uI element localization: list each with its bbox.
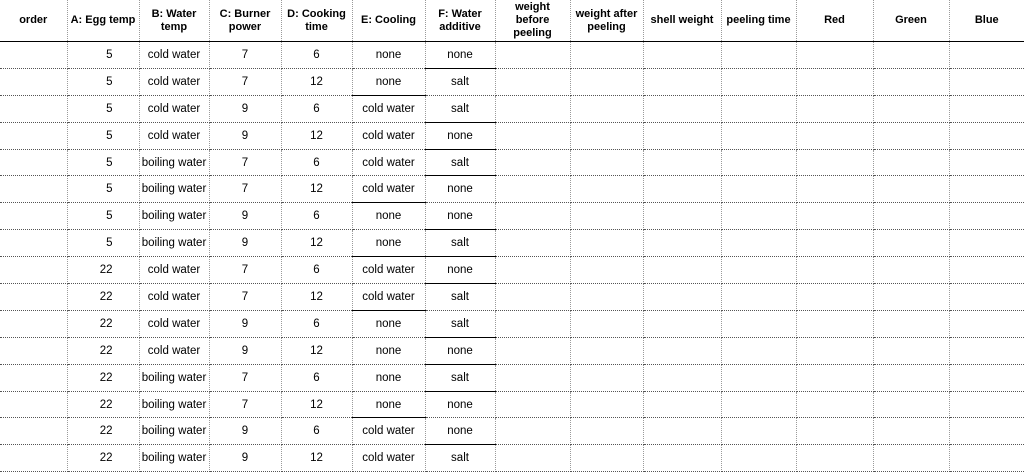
empty-measure-cell[interactable] [873,176,949,203]
order-cell[interactable] [0,42,67,69]
empty-measure-cell[interactable] [721,337,796,364]
empty-measure-cell[interactable] [796,337,873,364]
water-additive-cell[interactable]: salt [425,310,495,337]
empty-measure-cell[interactable] [949,310,1024,337]
cooling-cell[interactable]: cold water [352,176,425,203]
empty-measure-cell[interactable] [949,122,1024,149]
order-cell[interactable] [0,149,67,176]
water-additive-cell[interactable]: salt [425,364,495,391]
burner-power-cell[interactable]: 9 [209,310,281,337]
empty-measure-cell[interactable] [796,391,873,418]
order-cell[interactable] [0,445,67,472]
cooling-cell[interactable]: cold water [352,122,425,149]
empty-measure-cell[interactable] [721,391,796,418]
cooking-time-cell[interactable]: 6 [281,95,352,122]
empty-measure-cell[interactable] [570,364,643,391]
empty-measure-cell[interactable] [495,310,570,337]
empty-measure-cell[interactable] [643,257,721,284]
burner-power-cell[interactable]: 9 [209,230,281,257]
empty-measure-cell[interactable] [796,284,873,311]
burner-power-cell[interactable]: 7 [209,149,281,176]
cooking-time-cell[interactable]: 12 [281,176,352,203]
empty-measure-cell[interactable] [721,310,796,337]
egg-temp-cell[interactable]: 5 [67,122,139,149]
empty-measure-cell[interactable] [949,445,1024,472]
empty-measure-cell[interactable] [643,149,721,176]
cooking-time-cell[interactable]: 12 [281,68,352,95]
order-cell[interactable] [0,230,67,257]
empty-measure-cell[interactable] [873,257,949,284]
table-row [0,391,1024,418]
empty-measure-cell[interactable] [495,203,570,230]
burner-power-cell[interactable]: 9 [209,122,281,149]
burner-power-cell[interactable]: 9 [209,418,281,445]
empty-measure-cell[interactable] [796,445,873,472]
empty-measure-cell[interactable] [949,95,1024,122]
empty-measure-cell[interactable] [721,68,796,95]
header-cooling[interactable]: E: Cooling [352,0,425,42]
cooking-time-cell[interactable]: 12 [281,230,352,257]
header-weight-before-peeling[interactable]: weight before peeling [495,0,570,42]
water-temp-cell[interactable]: cold water [139,95,209,122]
table-row [0,364,1024,391]
empty-measure-cell[interactable] [570,122,643,149]
cooling-cell[interactable]: none [352,42,425,69]
table-row [0,310,1024,337]
water-temp-cell[interactable]: boiling water [139,445,209,472]
egg-temp-cell[interactable]: 22 [67,257,139,284]
empty-measure-cell[interactable] [949,176,1024,203]
header-burner-power[interactable]: C: Burner power [209,0,281,42]
cooking-time-cell[interactable]: 12 [281,445,352,472]
water-additive-cell[interactable]: salt [425,445,495,472]
empty-measure-cell[interactable] [796,176,873,203]
burner-power-cell[interactable]: 9 [209,445,281,472]
empty-measure-cell[interactable] [721,176,796,203]
water-temp-cell[interactable]: cold water [139,122,209,149]
empty-measure-cell[interactable] [873,364,949,391]
water-additive-cell[interactable]: none [425,337,495,364]
empty-measure-cell[interactable] [643,203,721,230]
water-additive-cell[interactable]: salt [425,149,495,176]
cooling-cell[interactable]: cold water [352,445,425,472]
empty-measure-cell[interactable] [495,257,570,284]
egg-temp-cell[interactable]: 5 [67,203,139,230]
empty-measure-cell[interactable] [643,391,721,418]
order-cell[interactable] [0,418,67,445]
water-temp-cell[interactable]: boiling water [139,149,209,176]
empty-measure-cell[interactable] [643,230,721,257]
cooking-time-cell[interactable]: 12 [281,284,352,311]
empty-measure-cell[interactable] [643,42,721,69]
empty-measure-cell[interactable] [873,418,949,445]
header-water-temp[interactable]: B: Water temp [139,0,209,42]
empty-measure-cell[interactable] [570,176,643,203]
egg-temp-cell[interactable]: 22 [67,391,139,418]
table-row [0,203,1024,230]
water-additive-cell[interactable]: none [425,122,495,149]
empty-measure-cell[interactable] [570,149,643,176]
table-row [0,418,1024,445]
order-cell[interactable] [0,364,67,391]
empty-measure-cell[interactable] [721,122,796,149]
empty-measure-cell[interactable] [873,310,949,337]
egg-temp-cell[interactable]: 22 [67,445,139,472]
empty-measure-cell[interactable] [495,445,570,472]
empty-measure-cell[interactable] [873,95,949,122]
empty-measure-cell[interactable] [643,364,721,391]
water-additive-cell[interactable]: salt [425,95,495,122]
egg-temp-cell[interactable]: 5 [67,68,139,95]
header-row [0,0,1024,42]
cooking-time-cell[interactable]: 6 [281,310,352,337]
cooling-cell[interactable]: none [352,230,425,257]
empty-measure-cell[interactable] [721,284,796,311]
empty-measure-cell[interactable] [495,149,570,176]
empty-measure-cell[interactable] [873,230,949,257]
order-cell[interactable] [0,337,67,364]
table-row [0,445,1024,472]
cooling-cell[interactable]: cold water [352,418,425,445]
cooling-cell[interactable]: cold water [352,284,425,311]
burner-power-cell[interactable]: 7 [209,176,281,203]
empty-measure-cell[interactable] [643,284,721,311]
order-cell[interactable] [0,391,67,418]
burner-power-cell[interactable]: 7 [209,364,281,391]
cooling-cell[interactable]: none [352,310,425,337]
water-temp-cell[interactable]: cold water [139,257,209,284]
cooling-cell[interactable]: none [352,364,425,391]
empty-measure-cell[interactable] [721,230,796,257]
water-temp-cell[interactable]: cold water [139,310,209,337]
cooking-time-cell[interactable]: 12 [281,391,352,418]
empty-measure-cell[interactable] [643,418,721,445]
table-row [0,257,1024,284]
empty-measure-cell[interactable] [796,310,873,337]
water-additive-cell[interactable]: none [425,203,495,230]
empty-measure-cell[interactable] [873,391,949,418]
empty-measure-cell[interactable] [570,230,643,257]
water-additive-cell[interactable]: salt [425,284,495,311]
empty-measure-cell[interactable] [570,257,643,284]
table-row [0,337,1024,364]
empty-measure-cell[interactable] [643,337,721,364]
empty-measure-cell[interactable] [570,337,643,364]
water-additive-cell[interactable]: salt [425,230,495,257]
table-row [0,42,1024,69]
table-row [0,95,1024,122]
burner-power-cell[interactable]: 9 [209,95,281,122]
egg-temp-cell[interactable]: 5 [67,230,139,257]
cooling-cell[interactable]: none [352,203,425,230]
empty-measure-cell[interactable] [796,418,873,445]
cooking-time-cell[interactable]: 6 [281,149,352,176]
cooling-cell[interactable]: none [352,391,425,418]
header-water-additive[interactable]: F: Water additive [425,0,495,42]
burner-power-cell[interactable]: 9 [209,337,281,364]
empty-measure-cell[interactable] [570,42,643,69]
water-temp-cell[interactable]: cold water [139,337,209,364]
empty-measure-cell[interactable] [949,391,1024,418]
table-body [0,42,1024,472]
empty-measure-cell[interactable] [949,149,1024,176]
empty-measure-cell[interactable] [570,391,643,418]
table-row [0,176,1024,203]
empty-measure-cell[interactable] [643,445,721,472]
egg-temp-cell[interactable]: 5 [67,149,139,176]
cooking-time-cell[interactable]: 12 [281,337,352,364]
cooking-time-cell[interactable]: 6 [281,364,352,391]
empty-measure-cell[interactable] [721,149,796,176]
cooking-time-cell[interactable]: 6 [281,42,352,69]
empty-measure-cell[interactable] [796,230,873,257]
empty-measure-cell[interactable] [949,68,1024,95]
empty-measure-cell[interactable] [643,95,721,122]
table-row [0,149,1024,176]
cooling-cell[interactable]: cold water [352,95,425,122]
empty-measure-cell[interactable] [796,42,873,69]
empty-measure-cell[interactable] [949,42,1024,69]
water-additive-cell[interactable]: salt [425,68,495,95]
water-additive-cell[interactable]: none [425,176,495,203]
egg-temp-cell[interactable]: 22 [67,364,139,391]
egg-temp-cell[interactable]: 22 [67,337,139,364]
table-row [0,284,1024,311]
water-additive-cell[interactable]: none [425,42,495,69]
cooling-cell[interactable]: cold water [352,149,425,176]
water-temp-cell[interactable]: boiling water [139,203,209,230]
header-shell-weight[interactable]: shell weight [643,0,721,42]
order-cell[interactable] [0,95,67,122]
empty-measure-cell[interactable] [949,257,1024,284]
order-cell[interactable] [0,284,67,311]
header-blue[interactable]: Blue [949,0,1024,42]
order-cell[interactable] [0,122,67,149]
cooking-time-cell[interactable]: 6 [281,203,352,230]
empty-measure-cell[interactable] [721,203,796,230]
empty-measure-cell[interactable] [495,284,570,311]
empty-measure-cell[interactable] [949,284,1024,311]
empty-measure-cell[interactable] [949,418,1024,445]
burner-power-cell[interactable]: 7 [209,42,281,69]
egg-temp-cell[interactable]: 5 [67,95,139,122]
empty-measure-cell[interactable] [495,391,570,418]
empty-measure-cell[interactable] [796,122,873,149]
water-temp-cell[interactable]: boiling water [139,418,209,445]
empty-measure-cell[interactable] [495,337,570,364]
egg-temp-cell[interactable]: 22 [67,310,139,337]
empty-measure-cell[interactable] [949,230,1024,257]
empty-measure-cell[interactable] [873,149,949,176]
cooking-time-cell[interactable]: 12 [281,122,352,149]
empty-measure-cell[interactable] [796,95,873,122]
empty-measure-cell[interactable] [873,68,949,95]
table-row [0,122,1024,149]
cooling-cell[interactable]: cold water [352,257,425,284]
water-additive-cell[interactable]: none [425,391,495,418]
empty-measure-cell[interactable] [495,95,570,122]
egg-temp-cell[interactable]: 22 [67,284,139,311]
burner-power-cell[interactable]: 7 [209,257,281,284]
burner-power-cell[interactable]: 7 [209,284,281,311]
egg-temp-cell[interactable]: 5 [67,42,139,69]
empty-measure-cell[interactable] [796,364,873,391]
order-cell[interactable] [0,310,67,337]
water-temp-cell[interactable]: boiling water [139,391,209,418]
empty-measure-cell[interactable] [796,68,873,95]
empty-measure-cell[interactable] [796,257,873,284]
empty-measure-cell[interactable] [873,42,949,69]
empty-measure-cell[interactable] [873,122,949,149]
empty-measure-cell[interactable] [495,230,570,257]
table-row [0,68,1024,95]
header-order[interactable]: order [0,0,67,42]
egg-temp-cell[interactable]: 22 [67,418,139,445]
water-temp-cell[interactable]: boiling water [139,230,209,257]
empty-measure-cell[interactable] [495,176,570,203]
header-peeling-time[interactable]: peeling time [721,0,796,42]
empty-measure-cell[interactable] [721,418,796,445]
header-green[interactable]: Green [873,0,949,42]
empty-measure-cell[interactable] [643,310,721,337]
empty-measure-cell[interactable] [721,95,796,122]
empty-measure-cell[interactable] [570,284,643,311]
order-cell[interactable] [0,203,67,230]
burner-power-cell[interactable]: 7 [209,391,281,418]
empty-measure-cell[interactable] [570,203,643,230]
water-temp-cell[interactable]: boiling water [139,176,209,203]
empty-measure-cell[interactable] [949,364,1024,391]
table-row [0,230,1024,257]
water-temp-cell[interactable]: cold water [139,42,209,69]
water-additive-cell[interactable]: none [425,257,495,284]
empty-measure-cell[interactable] [495,364,570,391]
empty-measure-cell[interactable] [495,42,570,69]
empty-measure-cell[interactable] [643,122,721,149]
cooking-time-cell[interactable]: 6 [281,257,352,284]
header-weight-after-peeling[interactable]: weight after peeling [570,0,643,42]
empty-measure-cell[interactable] [570,418,643,445]
header-egg-temp[interactable]: A: Egg temp [67,0,139,42]
empty-measure-cell[interactable] [949,337,1024,364]
empty-measure-cell[interactable] [570,310,643,337]
order-cell[interactable] [0,176,67,203]
water-temp-cell[interactable]: cold water [139,284,209,311]
empty-measure-cell[interactable] [796,149,873,176]
empty-measure-cell[interactable] [495,122,570,149]
header-red[interactable]: Red [796,0,873,42]
empty-measure-cell[interactable] [495,418,570,445]
cooling-cell[interactable]: none [352,337,425,364]
empty-measure-cell[interactable] [570,95,643,122]
empty-measure-cell[interactable] [721,364,796,391]
empty-measure-cell[interactable] [873,445,949,472]
empty-measure-cell[interactable] [570,445,643,472]
empty-measure-cell[interactable] [721,42,796,69]
empty-measure-cell[interactable] [495,68,570,95]
empty-measure-cell[interactable] [873,337,949,364]
order-cell[interactable] [0,68,67,95]
empty-measure-cell[interactable] [570,68,643,95]
empty-measure-cell[interactable] [873,284,949,311]
water-additive-cell[interactable]: none [425,418,495,445]
empty-measure-cell[interactable] [643,68,721,95]
egg-temp-cell[interactable]: 5 [67,176,139,203]
burner-power-cell[interactable]: 9 [209,203,281,230]
empty-measure-cell[interactable] [949,203,1024,230]
cooling-cell[interactable]: none [352,68,425,95]
empty-measure-cell[interactable] [721,257,796,284]
water-temp-cell[interactable]: cold water [139,68,209,95]
empty-measure-cell[interactable] [643,176,721,203]
order-cell[interactable] [0,257,67,284]
header-cooking-time[interactable]: D: Cooking time [281,0,352,42]
empty-measure-cell[interactable] [796,203,873,230]
cooking-time-cell[interactable]: 6 [281,418,352,445]
water-temp-cell[interactable]: boiling water [139,364,209,391]
empty-measure-cell[interactable] [873,203,949,230]
empty-measure-cell[interactable] [721,445,796,472]
burner-power-cell[interactable]: 7 [209,68,281,95]
